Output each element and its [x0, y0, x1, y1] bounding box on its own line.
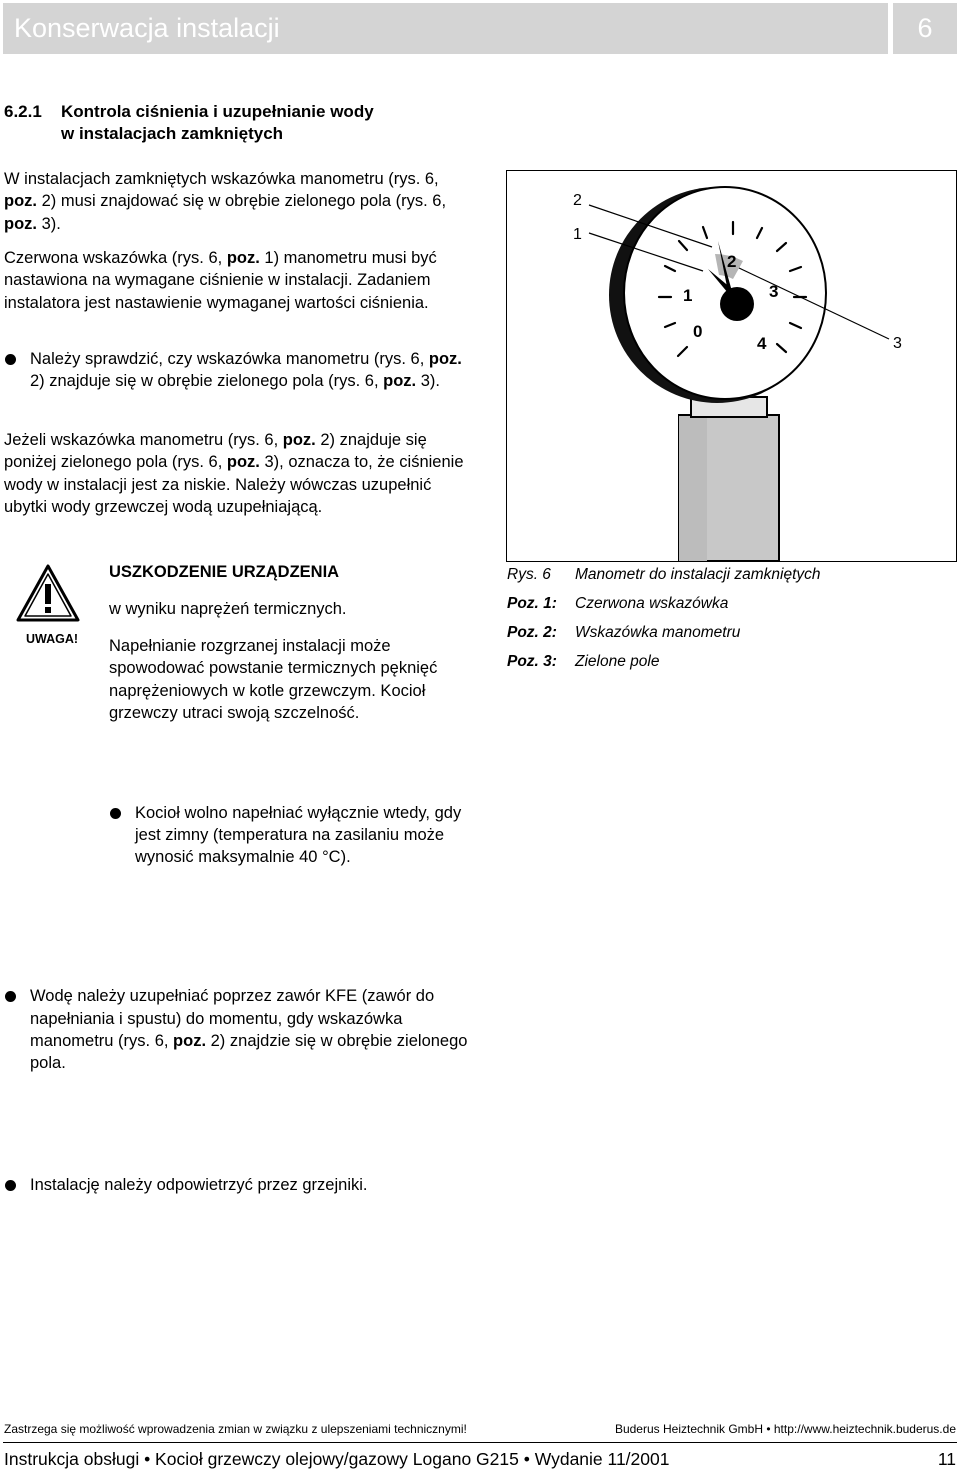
warning-bullet: Kocioł wolno napełniać wyłącznie wtedy, gdy jest zimny (temperatura na zasilaniu może wynosić maksymalnie 40 °C).	[109, 802, 465, 869]
footer-company: Buderus Heiztechnik GmbH • http://www.heiztechnik.buderus.de	[614, 1422, 956, 1436]
section-title-line1: Kontrola ciśnienia i uzupełnianie wody	[61, 102, 374, 121]
callout-2: 2	[573, 192, 582, 209]
callout-3: 3	[893, 335, 902, 352]
paragraph-intro: W instalacjach zamkniętych wskazówka manometru (rys. 6, poz. 2) musi znajdować się w obrębie zielonego pola (rys. 6, poz. 3).	[4, 170, 447, 233]
caption-row: Rys. 6 Manometr do instalacji zamkniętych	[507, 566, 821, 583]
footer-note: Zastrzega się możliwość wprowadzenia zmian w związku z ulepszeniami technicznymi!	[4, 1422, 467, 1436]
paragraph-low-pressure: Jeżeli wskazówka manometru (rys. 6, poz. 2) znajduje się poniżej zielonego pola (rys. 6, poz. 3), oznacza to, że ciśnienie wody w instalacji jest za niskie. Należy wówczas uzupełnić ubytki wody grzewczej wodą uzupełniającą.	[4, 431, 464, 516]
dial-number-4: 4	[757, 334, 767, 353]
section-heading	[4, 101, 474, 145]
dial-number-0: 0	[693, 322, 703, 341]
figure-captions	[507, 560, 952, 676]
dial-number-3: 3	[769, 282, 779, 301]
footer-divider	[3, 1442, 957, 1443]
bullet-vent: Instalację należy odpowietrzyć przez grzejniki.	[4, 1174, 476, 1196]
warning-body: Napełnianie rozgrzanej instalacji może spowodować powstanie termicznych pęknięć naprężeniowych w kotle grzewczym. Kocioł grzewczy utraci swoją szczelność.	[109, 637, 438, 722]
caption-row: Poz. 2: Wskazówka manometru	[507, 624, 741, 641]
section-title-line2: w instalacjach zamkniętych	[61, 124, 284, 143]
dial-number-2: 2	[727, 252, 737, 271]
dial-number-1: 1	[683, 286, 693, 305]
chapter-title: Konserwacja instalacji	[3, 3, 888, 54]
chapter-number: 6	[893, 3, 957, 54]
warning-subtitle: w wyniku naprężeń termicznych.	[109, 600, 347, 618]
bullet-check-pointer: Należy sprawdzić, czy wskazówka manometru (rys. 6, poz. 2) znajduje się w obrębie zielonego pola (rys. 6, poz. 3).	[4, 348, 476, 393]
section-number: 6.2.1	[4, 102, 42, 121]
caption-row: Poz. 3: Zielone pole	[507, 653, 660, 670]
footer-document: Instrukcja obsługi • Kocioł grzewczy olejowy/gazowy Logano G215 • Wydanie 11/2001	[4, 1449, 670, 1469]
manometer-illustration	[507, 171, 956, 561]
paragraph-red-pointer: Czerwona wskazówka (rys. 6, poz. 1) manometru musi być nastawiona na wymagane ciśnienie w instalacji. Zadaniem instalatora jest nastawienie wymaganej wartości ciśnienia.	[4, 249, 437, 312]
warning-triangle-icon	[14, 562, 82, 624]
warning-label: UWAGA!	[26, 632, 79, 646]
bullet-refill: Wodę należy uzupełniać poprzez zawór KFE (zawór do napełniania i spustu) do momentu, gdy wskazówka manometru (rys. 6, poz. 2) znajdzie się w obrębie zielonego pola.	[4, 985, 476, 1074]
page-number: 11	[937, 1449, 956, 1469]
warning-title: USZKODZENIE URZĄDZENIA	[109, 563, 340, 581]
callout-1: 1	[573, 226, 582, 243]
caption-row: Poz. 1: Czerwona wskazówka	[507, 595, 729, 612]
manometer-figure	[506, 170, 957, 562]
